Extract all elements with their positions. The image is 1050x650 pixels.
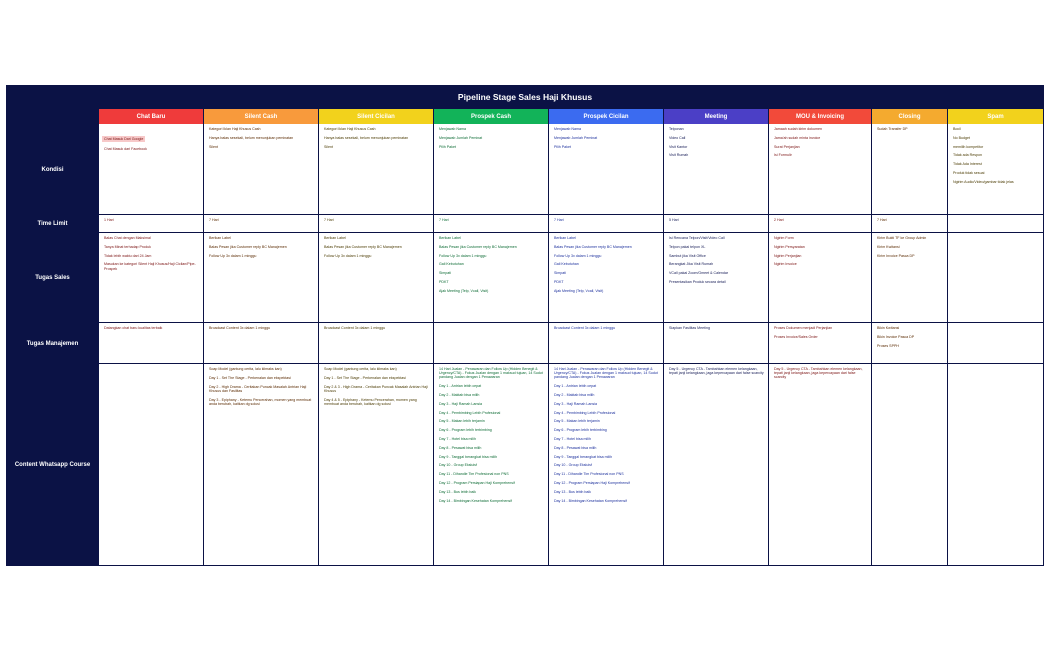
cell-item: Tanya Minat terhadap Produk [104, 244, 151, 249]
cell-item: Masukan ke kategori Silent Haji Khusus/Haji Cicilan/Pipe-Prospek [104, 262, 196, 271]
cell-item: Pilih Paket [554, 144, 571, 149]
column-header: Chat Baru [99, 109, 204, 124]
cell-item: Day 14 - Bimbingan Kesehatan Komprehensif [554, 498, 627, 503]
cell-item: Balas Pesan jika Customer reply BC Manajemen [209, 244, 287, 249]
cell-item: 14 Hari Jualan - Penawaran dan Follow Up (Hidden Benegit & Urgency/CTA) - Fokus Jualan dengan 1 maksud tujuan, 14 Sudut pandang Jualan dengan 1 Penawaran [554, 367, 658, 380]
stage-cell [434, 124, 549, 215]
cell-item: Day 5 - Urgency CTA - Tambahkan elemen kelangkaan, tepati janji kelangkaan, jaga kepercayaan dari false scarcity [669, 367, 764, 376]
cell-item: Sudah Transfer DP [877, 127, 908, 131]
stage-cell [204, 323, 319, 364]
cell-item: Proses Invoice/Sales Order [774, 334, 818, 339]
stage-cell [664, 215, 769, 233]
cell-item: Kirim Invoice Pasca DP [877, 253, 915, 258]
cell-item: Visit Rumah [669, 153, 689, 158]
row-label: Time Limit [37, 221, 68, 227]
cell-item: Broadcast Content 3x dalam 1 minggu [554, 326, 616, 330]
cell-item: Day 2 - Maktab bisa milih [439, 393, 480, 397]
cell-item: Day 5 - Makan lebih terjamin [554, 419, 600, 424]
cell-item: Day 14 - Bimbingan Kesehatan Komprehensif [439, 498, 512, 503]
cell-item: Balas Chat dengan Maksimal [104, 236, 151, 240]
cell-item: Balas Pesan jika Customer reply BC Manajemen [554, 244, 632, 249]
cell-item: Day 7 - Hotel bisa milih [439, 436, 476, 441]
stage-cell [549, 364, 664, 566]
stage-cell [948, 233, 1044, 323]
cell-item: Soap Model (gantung cerita, lalu klimaks kan) [324, 367, 397, 371]
row-label: Tugas Sales [35, 275, 70, 281]
cell-item: PDKT [439, 279, 449, 284]
cell-item: Follow Up 3x dalam 1 minggu [439, 253, 487, 258]
cell-item: Day 10 - Group Eksluisf [554, 463, 592, 468]
cell-item: Telponan [669, 127, 684, 131]
cell-item: Menjawab Jumlah Peminat [554, 135, 598, 140]
cell-item: Simpati [439, 271, 451, 276]
cell-item: Isi Rencana Telpon/Visit/Video Call [669, 236, 725, 240]
column-header: Meeting [664, 109, 769, 124]
column-header: Prospek Cicilan [549, 109, 664, 124]
cell-item: 7 Hari [877, 218, 887, 222]
cell-item: Presentasikan Produk secara detail [669, 279, 726, 284]
cell-item: 7 Hari [324, 218, 334, 222]
stage-cell [948, 124, 1044, 215]
cell-item: Follow Up 3x dalam 1 minggu [554, 253, 602, 258]
cell-item: Kirim Kwitansi [877, 244, 900, 249]
stage-cell [769, 364, 872, 566]
stage-cell [434, 323, 549, 364]
cell-item: Berikan Label [324, 236, 346, 240]
stage-cell [948, 323, 1044, 364]
cell-item: Day 13 - Bus lebih baik [554, 489, 591, 494]
stage-cell [204, 124, 319, 215]
stage-cell [99, 124, 204, 215]
cell-item: Silent [324, 144, 333, 149]
stage-cell [664, 233, 769, 323]
stage-cell [549, 233, 664, 323]
stage-cell [99, 215, 204, 233]
stage-cell [664, 364, 769, 566]
stage-cell [204, 233, 319, 323]
stage-cell [769, 215, 872, 233]
cell-item: Day 1 - Set The Stage - Perkenalan dan ekspektasi [324, 375, 406, 380]
cell-item: Follow Up 3x dalam 1 minggu [209, 253, 257, 258]
cell-item: Ngirim Perjanjian [774, 253, 802, 258]
cell-item: Day 1 - Antrian lebih cepat [554, 384, 597, 389]
cell-item: Day 3 - Epiphany - Ketemu Pencerahan, momen yang membuat anda berubah, kaitkan dg solusi [209, 397, 312, 406]
cell-item: Ngirim Invoice [774, 262, 797, 267]
stage-cell [872, 364, 948, 566]
stage-cell [434, 364, 549, 566]
cell-item: Visit Kantor [669, 144, 688, 149]
stage-cell [434, 233, 549, 323]
cell-item: Kategori Iklan Haji Khusus Cash [209, 127, 261, 131]
cell-item: Balas Pesan jika Customer reply BC Manajemen [324, 244, 402, 249]
cell-item: Day 5 - Urgency CTA - Tambahkan elemen kelangkaan, tepati janji kelangkaan, jaga kepercayaan dari false scarcity [774, 367, 863, 380]
row-label: Kondisi [41, 166, 64, 173]
cell-item: Day 12 - Program Persiapan Haji Komprehensif [439, 480, 515, 485]
column-header: Silent Cicilan [319, 109, 434, 124]
cell-item: Produk tidak sesuai [953, 170, 985, 175]
cell-item: Day 9 - Tanggal berangkat bisa milih [439, 454, 498, 459]
cell-item: Ngirim Form [774, 236, 794, 240]
cell-item: 14 Hari Jualan - Penawaran dan Follow Up (Hidden Benegit & Urgency/CTA) - Fokus Jualan dengan 1 maksud tujuan, 14 Sudut pandang Jualan dengan 1 Penawaran [439, 367, 543, 380]
cell-item: Bikin Kwitansi [877, 326, 900, 330]
stage-cell [872, 233, 948, 323]
cell-item: 5 Hari [669, 218, 679, 222]
cell-item: Simpati [554, 271, 566, 276]
stage-cell [872, 323, 948, 364]
pipeline-board [6, 85, 1044, 566]
cell-item: Day 11 - Dihandle Tim Profesional non PNS [554, 472, 624, 477]
cell-item: Proses SPPH [877, 343, 899, 348]
stage-cell [434, 215, 549, 233]
cell-item: Berikan Label [554, 236, 576, 240]
stage-cell [204, 215, 319, 233]
cell-item: Siapkan Fasilitas Meeting [669, 326, 710, 330]
cell-item: Day 7 - Hotel bisa milih [554, 436, 591, 441]
stage-cell [319, 233, 434, 323]
stage-cell [99, 233, 204, 323]
cell-item: Day 1 - Antrian lebih cepat [439, 384, 482, 389]
cell-item: Hanya balas sesekali, belum menunjukan peminatan [209, 135, 294, 140]
cell-item: Gali Kebutuhan [554, 262, 579, 267]
cell-item: Day 4 - Pembimbing Lebih Profesional [554, 410, 616, 415]
cell-item: Isi Formulir [774, 153, 792, 158]
cell-item: Berikan Label [439, 236, 461, 240]
cell-item: Day 11 - Dihandle Tim Profesional non PNS [439, 472, 509, 477]
stage-cell [319, 215, 434, 233]
board-title: Pipeline Stage Sales Haji Khusus [457, 92, 593, 102]
stage-cell [769, 323, 872, 364]
cell-item: VCall pakai Zoom/Gmeet & Calendar [669, 271, 729, 276]
stage-cell [549, 215, 664, 233]
stage-cell [319, 364, 434, 566]
cell-item: Tidak Ada Interest [953, 162, 982, 167]
cell-item: Day 8 - Pesawat bisa milih [439, 445, 482, 450]
cell-item: Datangkan chat baru kualitas terbaik [104, 326, 163, 330]
cell-item: Day 2 - Maktab bisa milih [554, 393, 595, 397]
stage-cell [769, 124, 872, 215]
cell-item: Bikin Invoice Pasca DP [877, 334, 915, 339]
cell-item: Menjawab Nama [554, 127, 581, 131]
cell-item: Sambut jika Visit Office [669, 253, 706, 258]
cell-item: Ngirim Audio/Video/gambar tidak jelas [953, 179, 1014, 184]
cell-item: 7 Hari [209, 218, 219, 222]
cell-item: Tidak lebih waktu dari 24 Jam [104, 253, 152, 258]
stage-cell [872, 124, 948, 215]
column-header: Spam [948, 109, 1044, 124]
cell-item: Bocil [953, 127, 961, 131]
cell-item: Day 4 & 5 - Epiphany - Ketemu Pencerahan, momen yang membuat anda berubah, kaitkan dg solusi [324, 397, 417, 406]
stage-cell [664, 124, 769, 215]
cell-item: Pilih Paket [439, 144, 456, 149]
cell-item: Jama'ah sudah minta invoice [774, 135, 821, 140]
cell-item: PDKT [554, 279, 564, 284]
cell-item: Kirim Bukti TF ke Group Admin [877, 236, 927, 240]
cell-item: Day 2 & 3 - High Drama - Ceritakan Puncak Masalah Antrian Haji Khusus [324, 384, 428, 393]
stage-cell [99, 364, 204, 566]
cell-item: Day 13 - Bus lebih baik [439, 489, 476, 494]
cell-item: 7 Hari [439, 218, 449, 222]
column-header: Prospek Cash [434, 109, 549, 124]
cell-item: Berangkat Jika Visit Rumah [669, 262, 714, 267]
stage-cell [948, 215, 1044, 233]
cell-item: Day 4 - Pembimbing Lebih Profesional [439, 410, 501, 415]
stage-cell [549, 124, 664, 215]
cell-item: Day 5 - Makan lebih terjamin [439, 419, 485, 424]
cell-item: Day 10 - Group Eksluisf [439, 463, 477, 468]
cell-item: Telpon pakai telpon XL [669, 244, 706, 249]
column-header: Silent Cash [204, 109, 319, 124]
stage-cell [549, 323, 664, 364]
cell-item: Day 3 - Haji Ramah Lansia [439, 401, 482, 406]
row-label: Tugas Manajemen [26, 340, 79, 347]
cell-item: Gali Kebutuhan [439, 262, 464, 267]
cell-item: Video Call [669, 135, 686, 140]
column-header: MOU & Invoicing [769, 109, 872, 124]
cell-item: Ajak Meeting (Telp, Vcall, Visit) [554, 288, 604, 293]
cell-item: Day 1 - Set The Stage - Perkenalan dan ekspektasi [209, 375, 291, 380]
cell-item: 7 Hari [554, 218, 564, 222]
cell-item: Menjawab Jumlah Peminat [439, 135, 483, 140]
cell-item: Day 8 - Pesawat bisa milih [554, 445, 597, 450]
cell-item: Day 2 - High Drama - Ceritakan Puncak Masalah Antrian Haji Khusus dan Fasilitas [209, 384, 307, 393]
stage-cell [319, 124, 434, 215]
stage-cell [872, 215, 948, 233]
cell-item: 2 Hari [774, 218, 784, 222]
cell-item: Broadcast Content 3x dalam 1 minggu [324, 326, 386, 330]
stage-cell [99, 323, 204, 364]
cell-item: Chat Masuk Dari Google [104, 137, 144, 141]
cell-item: Follow Up 3x dalam 1 minggu [324, 253, 372, 258]
column-header: Closing [872, 109, 948, 124]
row-label: Content Whatsapp Course [14, 462, 91, 468]
cell-item: Tidak ada Respon [953, 153, 983, 158]
stage-cell [319, 323, 434, 364]
cell-item: Silent [209, 144, 218, 149]
cell-item: Ajak Meeting (Telp, Vcall, Visit) [439, 288, 489, 293]
cell-item: Broadcast Content 3x dalam 1 minggu [209, 326, 271, 330]
cell-item: Hanya balas sesekali, belum menunjukan peminatan [324, 135, 409, 140]
stage-cell [769, 233, 872, 323]
cell-item: Day 12 - Program Persiapan Haji Komprehensif [554, 480, 630, 485]
cell-item: No Budget [953, 135, 970, 140]
cell-item: Day 6 - Program lebih terbimbing [439, 428, 492, 433]
cell-item: Menjawab Nama [439, 127, 466, 131]
cell-item: Soap Model (gantung cerita, lalu klimaks kan) [209, 367, 282, 371]
cell-item: Berikan Label [209, 236, 231, 240]
stage-cell [948, 364, 1044, 566]
cell-item: Surat Perjanjian [774, 144, 800, 149]
stage-cell [664, 323, 769, 364]
cell-item: Chat Masuk dari Facebook [104, 146, 147, 151]
cell-item: Day 9 - Tanggal berangkat bisa milih [554, 454, 613, 459]
cell-item: Day 3 - Haji Ramah Lansia [554, 401, 597, 406]
cell-item: Jamaah sudah kirim dokumen [774, 127, 822, 131]
cell-item: memilih kompetitor [953, 144, 984, 149]
cell-item: 1 Hari [104, 218, 114, 222]
cell-item: Ngirim Persyaratan [774, 244, 805, 249]
cell-item: Balas Pesan jika Customer reply BC Manajemen [439, 244, 517, 249]
cell-item: Kategori Iklan Haji Khusus Cash [324, 127, 376, 131]
cell-item: Day 6 - Program lebih terbimbing [554, 428, 607, 433]
stage-cell [204, 364, 319, 566]
cell-item: Proses Dokumen menjadi Perjanjian [774, 326, 833, 330]
